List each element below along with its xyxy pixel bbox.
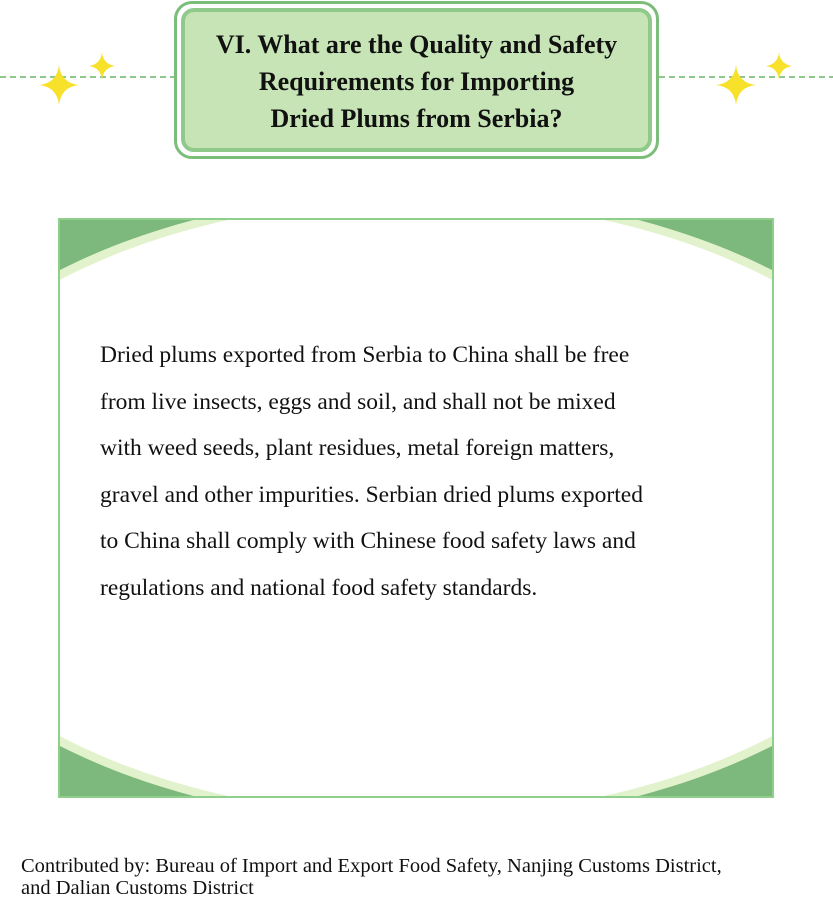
title-banner [174,1,659,159]
sparkle-star-icon [89,52,115,80]
title-banner-inner [181,8,652,152]
page-title: VI. What are the Quality and Safety Requirements for Importing Dried Plums from Serbia? [215,29,618,133]
contributor-credit: Contributed by: Bureau of Import and Export Food Safety, Nanjing Customs District, and Dalian Customs District [21,855,722,899]
content-paragraph: Dried plums exported from Serbia to China shall be free from live insects, eggs and soil, and shall not be mixed with weed seeds, plant residues, metal foreign matters, gravel and other impurities. Serbian dried plums exported to China shall comply with Chinese food safety laws and regulations and national food safety standards. [100,342,643,601]
sparkle-star-icon [39,65,79,105]
sparkle-star-icon [766,52,792,80]
sparkle-star-icon [716,65,756,105]
